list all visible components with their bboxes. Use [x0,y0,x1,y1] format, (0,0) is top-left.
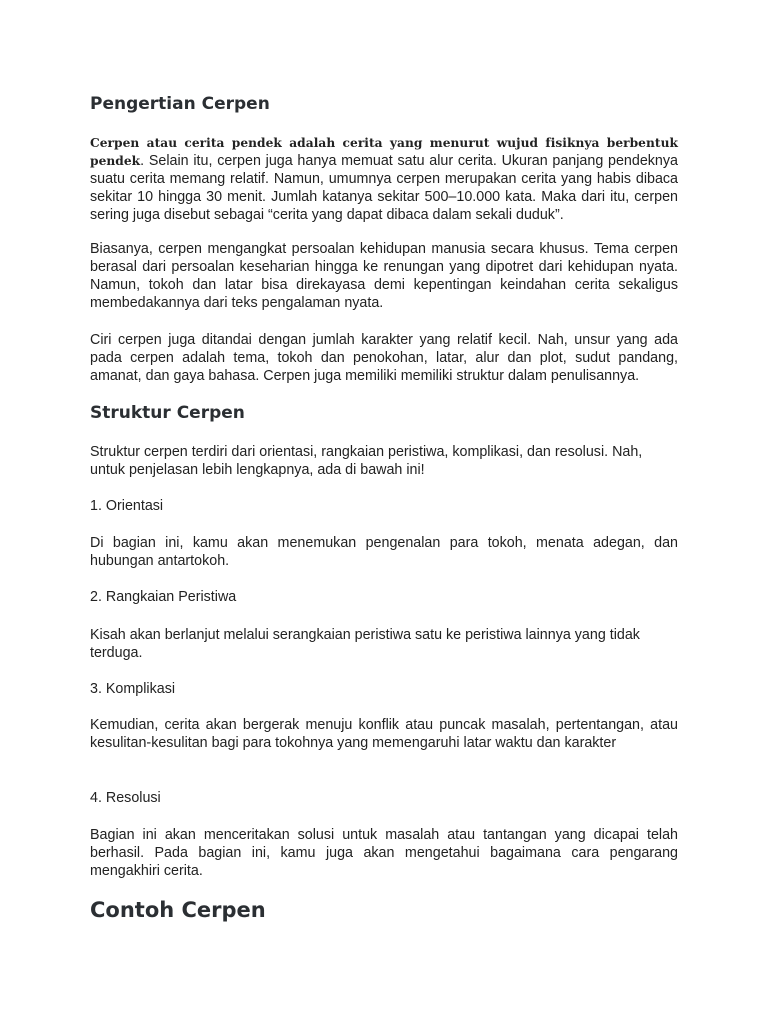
struktur-intro-paragraph: Struktur cerpen terdiri dari orientasi, rangkaian peristiwa, komplikasi, dan resolusi. Nah, untuk penjelasan lebih lengkapnya, ada di bawah ini! [90,444,643,478]
section-title-pengertian: Pengertian Cerpen [90,94,270,114]
paragraph-ciri: Ciri cerpen juga ditandai dengan jumlah karakter yang relatif kecil. Nah, unsur yang ada pada cerpen adalah tema, tokoh dan penokohan, latar, alur dan plot, sudut pandang, amanat, dan gaya bahasa. Cerpen juga memiliki memiliki struktur dalam penulisannya. [90,332,678,384]
struktur-item-heading-resolusi: 4. Resolusi [90,790,161,806]
section-title-struktur: Struktur Cerpen [90,403,245,423]
struktur-item-text-komplikasi: Kemudian, cerita akan bergerak menuju konflik atau puncak masalah, pertentangan, atau kesulitan-kesulitan bagi para tokohnya yang memengaruhi latar waktu dan karakter [90,717,678,751]
struktur-item-heading-rangkaian: 2. Rangkaian Peristiwa [90,589,237,605]
paragraph-tema: Biasanya, cerpen mengangkat persoalan kehidupan manusia secara khusus. Tema cerpen berasal dari persoalan keseharian hingga ke renungan yang dipotret dari kehidupan nyata. Namun, tokoh dan latar bisa direkayasa demi kepentingan keindahan cerita sekaligus membedakannya dari teks pengalaman nyata. [90,241,678,311]
struktur-item-text-resolusi: Bagian ini akan menceritakan solusi untuk masalah atau tantangan yang dicapai telah berhasil. Pada bagian ini, kamu juga akan mengetahui bagaimana cara pengarang mengakhiri cerita. [90,827,678,879]
struktur-item-heading-orientasi: 1. Orientasi [90,498,164,514]
definition-lead-rest: . Selain itu, cerpen juga hanya memuat satu alur cerita. Ukuran panjang pendeknya suatu cerita memang relatif. Namun, umumnya cerpen merupakan cerita yang habis dibaca sekitar 10 hingga 30 menit. Jumlah katanya sekitar 500–10.000 kata. Maka dari itu, cerpen sering juga disebut sebagai “cerita yang dapat dibaca dalam sekali duduk”. [90,153,678,223]
struktur-item-heading-komplikasi: 3. Komplikasi [90,681,176,697]
struktur-item-text-rangkaian: Kisah akan berlanjut melalui serangkaian peristiwa satu ke peristiwa lainnya yang tidak terduga. [90,627,640,661]
intro-paragraph [90,134,678,224]
section-title-contoh: Contoh Cerpen [90,898,266,922]
definition-lead-bold: Cerpen atau cerita pendek adalah cerita yang menurut wujud fisiknya berbentuk pendek [90,136,678,168]
struktur-item-text-orientasi: Di bagian ini, kamu akan menemukan pengenalan para tokoh, menata adegan, dan hubungan antartokoh. [90,535,678,569]
